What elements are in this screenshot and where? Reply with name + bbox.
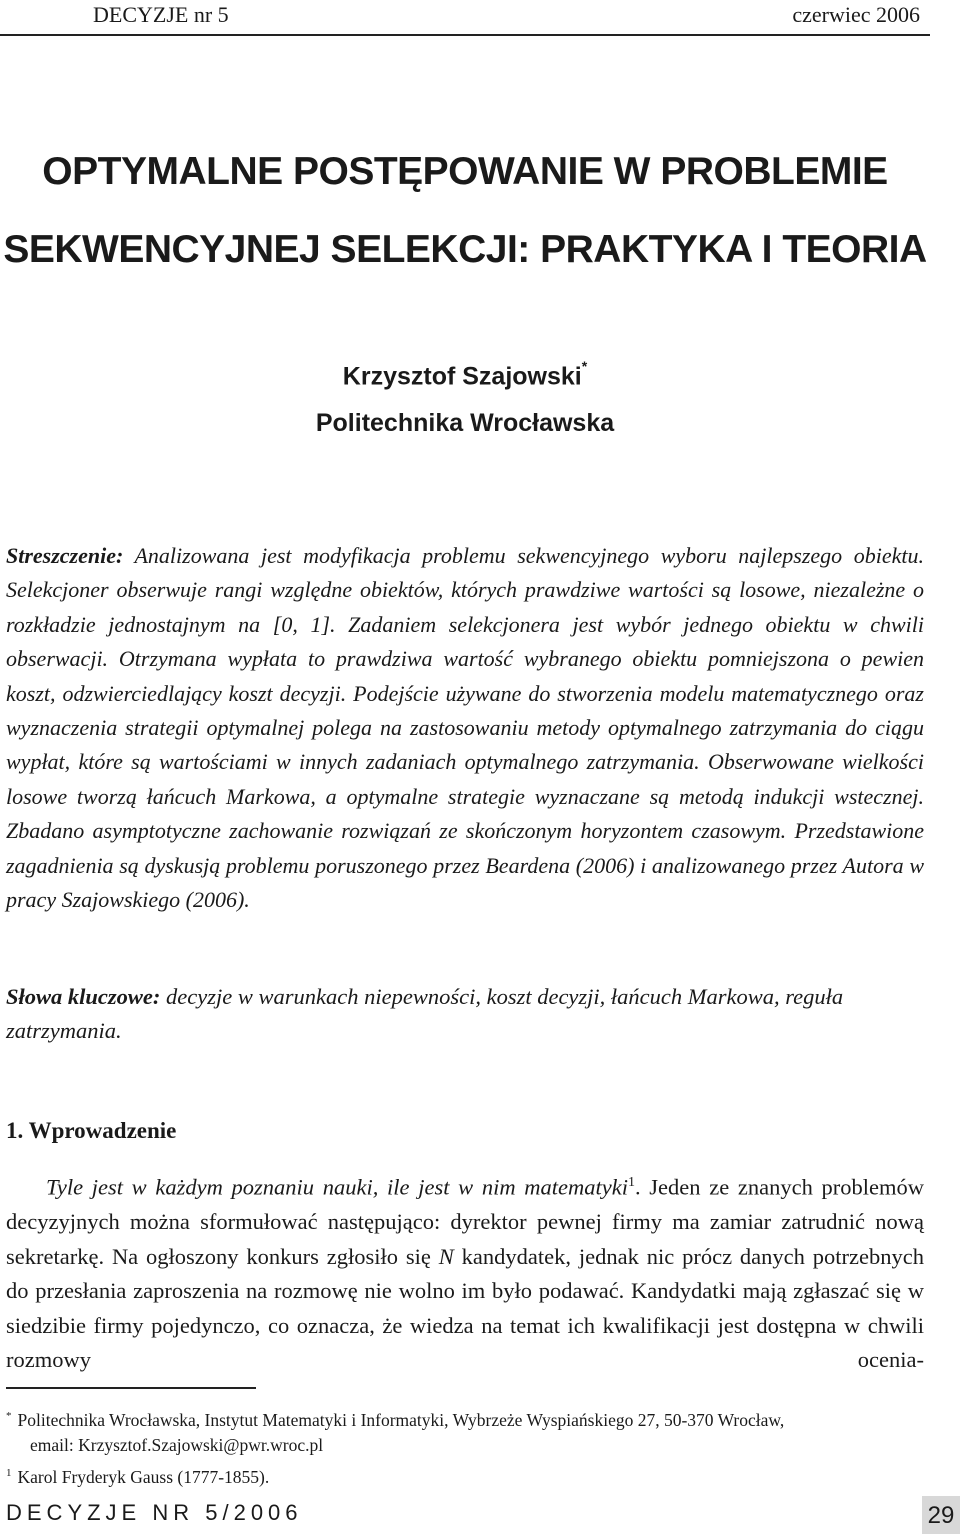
body-quote: Tyle jest w każdym poznaniu nauki, ile jest w nim matematyki [46,1174,628,1200]
footnote-gauss [6,1461,924,1490]
footnote-affiliation-line-1: Politechnika Wrocławska, Instytut Matematyki i Informatyki, Wybrzeże Wyspiańskiego 27, 50-370 Wrocław, [17,1409,785,1430]
footnote-email: email: Krzysztof.Szajowski@pwr.wroc.pl [30,1434,324,1455]
quote-footnote-ref: 1 [627,1175,635,1190]
body-text-a: . Jeden ze znanych problemów decyzyjnych można sformułować następująco: dyrektor pewnej firmy ma zamiar zatrudnić nową sekretarkę. Na ogłoszony konkurs zgłosiło się [6,1174,924,1269]
footnote-marker-1: 1 [6,1467,12,1479]
footer-journal: DECYZJE NR 5/2006 [6,1500,303,1525]
footnote-affiliation [6,1404,924,1458]
author-affiliation: Politechnika Wrocławska [315,409,615,437]
abstract-text-b: Zadaniem selekcjonera jest wybór jednego obiektu w chwili obserwacji. Otrzymana wypłata to prawdziwa wartość wybranego obiektu pomniejszona o pewien koszt, odzwierciedlający koszt decyzji. Podejście używane do stworzenia modelu matematycznego oraz wyznaczenia strategii optymalnej polega na zastosowaniu metody optymalnego zatrzymania do ciągu wypłat, które są wartościami w innych zadaniach optymalnego zatrzymania. Obserwowane wielkości losowe tworzą łańcuch Markowa, a optymalne strategie wyznaczane są metodą indukcji wstecznej. Zbadano asymptotyczne zachowanie rozwiązań ze skończonym horyzontem czasowym. Przedstawione zagadnienia są dyskusją problemu poruszonego przez Beardena (2006) i analizowanego przez Autora w pracy Szajowskiego (2006). [6,611,924,913]
body-paragraph [6,1166,924,1378]
author-footnote-marker: * [581,358,588,374]
keywords-label: Słowa kluczowe: [6,984,161,1009]
section-heading: 1. Wprowadzenie [6,1118,177,1143]
footnote-rule [6,1387,256,1389]
abstract-label: Streszczenie: [6,543,124,568]
paper-title-line-2: SEKWENCYJNEJ SELEKCJI: PRAKTYKA I TEORIA [3,228,927,271]
footnote-gauss-text: Karol Fryderyk Gauss (1777-1855). [17,1466,270,1487]
abstract-text-a: Analizowana jest modyfikacja problemu sekwencyjnego wyboru najlepszego obiektu. Selekcjoner obserwuje rangi względne obiektów, których prawdziwe wartości są losowe, niezależne o rozkładzie jednostajnym na [0, 1]. [6,543,924,637]
keywords-text: decyzje w warunkach niepewności, koszt decyzji, łańcuch Markowa, reguła zatrzymania. [6,984,844,1043]
abstract [6,539,924,917]
header-rule [0,34,930,36]
running-head [0,0,960,34]
body-variable-n: N [438,1243,454,1269]
author [0,358,930,391]
page-number: 29 [922,1496,960,1534]
running-head-date: czerwiec 2006 [792,2,920,27]
footnote-marker: * [6,1410,12,1422]
paper-title-line-1: OPTYMALNE POSTĘPOWANIE W PROBLEMIE [42,150,888,193]
running-head-journal: DECYZJE nr 5 [93,2,229,27]
author-name: Krzysztof Szajowski [342,362,582,391]
keywords [6,980,924,1048]
body-text-b: kandydatek, jednak nic prócz danych potrzebnych do przesłania zaproszenia na rozmowę nie wolno im było podawać. Kandydatki mają zgłaszać się w siedzibie firmy pojedynczo, co oznacza, że wiedza na temat ich kwalifikacji jest dostępna w chwili rozmowy oceniа- [6,1243,924,1373]
